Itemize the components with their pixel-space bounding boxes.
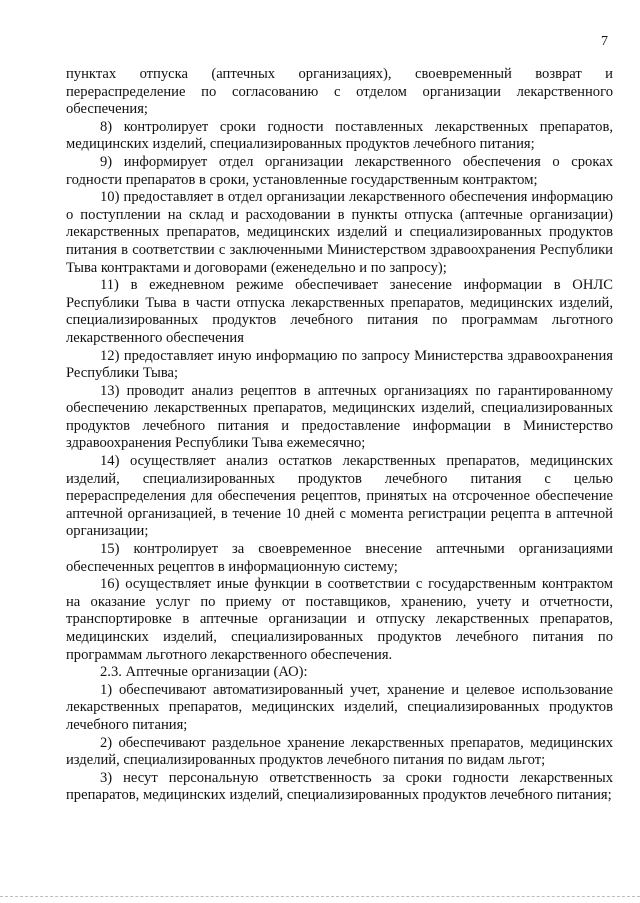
document-body — [66, 66, 613, 805]
paragraph-item-10: 10) предоставляет в отдел организации лекарственного обеспечения информацию о поступлении на склад и расходовании в пункты отпуска (аптечные организации) лекарственных препаратов, медицинских изделий и специализированных продуктов питания в соответствии с заключенными Министерством здравоохранения Республики Тыва контрактами и договорами (еженедельно и по запросу); — [66, 189, 613, 276]
paragraph-item-12: 12) предоставляет иную информацию по запросу Министерства здравоохранения Республики Тыва; — [66, 347, 613, 382]
section-heading-2-3: 2.3. Аптечные организации (АО): — [100, 664, 308, 681]
scan-edge-divider — [0, 896, 640, 899]
paragraph-item-11: 11) в ежедневном режиме обеспечивает занесение информации в ОНЛС Республики Тыва в части отпуска лекарственных препаратов, медицинских изделий, специализированных продуктов лечебного питания по программам льготного лекарственного обеспечения — [66, 277, 613, 346]
paragraph-ao-item-2: 2) обеспечивают раздельное хранение лекарственных препаратов, медицинских изделий, специализированных продуктов лечебного питания по видам льгот; — [66, 734, 613, 769]
paragraph-item-13: 13) проводит анализ рецептов в аптечных организациях по гарантированному обеспечению лекарственных препаратов, медицинских изделий, специализированных продуктов лечебного питания и предоставление информации в Министерство здравоохранения Республики Тыва ежемесячно; — [66, 382, 613, 452]
page-number: 7 — [601, 34, 608, 49]
paragraph-item-15: 15) контролирует за своевременное внесение аптечными организациями обеспеченных рецептов в информационную систему; — [66, 541, 613, 575]
paragraph-ao-item-3: 3) несут персональную ответственность за сроки годности лекарственных препаратов, медицинских изделий, специализированных продуктов лечебного питания; — [66, 769, 613, 804]
paragraph-ao-item-1: 1) обеспечивают автоматизированный учет, хранение и целевое использование лекарственных препаратов, медицинских изделий, специализированных продуктов лечебного питания; — [66, 681, 613, 733]
paragraph-item-8: 8) контролирует сроки годности поставленных лекарственных препаратов, медицинских изделий, специализированных продуктов лечебного питания; — [66, 118, 613, 153]
paragraph-item-9: 9) информирует отдел организации лекарственного обеспечения о сроках годности препаратов в сроки, установленные государственным контрактом; — [66, 153, 613, 188]
paragraph-item-14: 14) осуществляет анализ остатков лекарственных препаратов, медицинских изделий, специализированных продуктов лечебного питания с целью перераспределения для обеспечения рецептов, принятых на отсроченное обеспечение аптечной организацией, в течение 10 дней с момента регистрации рецепта в аптечной организации; — [66, 453, 613, 540]
paragraph-continuation: пунктах отпуска (аптечных организациях), своевременный возврат и перераспределение по согласованию с отделом организации лекарственного обеспечения; — [66, 66, 613, 118]
paragraph-item-16: 16) осуществляет иные функции в соответствии с государственным контрактом на оказание услуг по приему от поставщиков, хранению, учету и отчетности, транспортировке в аптечные организации и отпуску лекарственных препаратов, медицинских изделий, специализированных продуктов лечебного питания по программам льготного лекарственного обеспечения. — [66, 576, 613, 663]
